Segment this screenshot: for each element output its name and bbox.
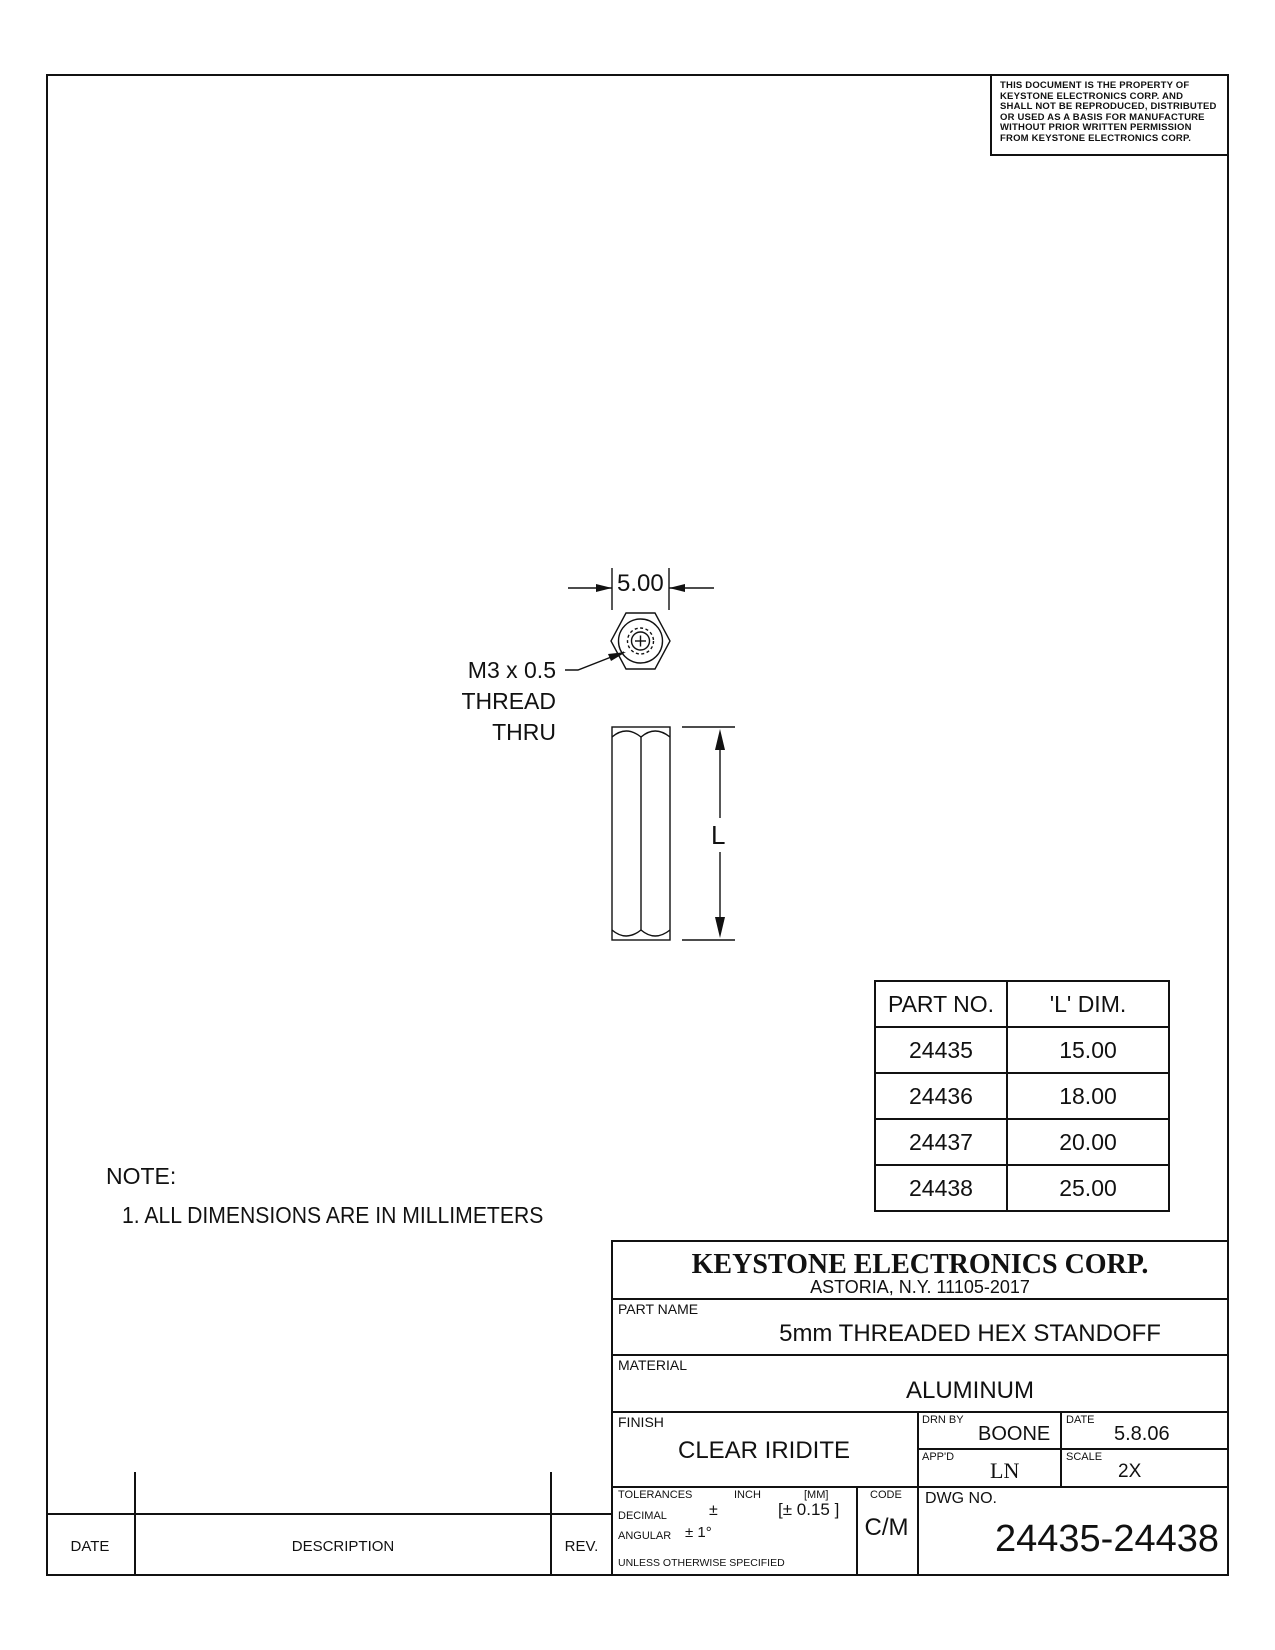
part-number-cell: 24437 — [875, 1119, 1007, 1165]
angular-label: ANGULAR — [618, 1530, 672, 1542]
decimal-mm-tolerance: [± 0.15 ] — [778, 1500, 840, 1519]
company-address: ASTORIA, N.Y. 11105-2017 — [810, 1277, 1030, 1297]
table-row — [875, 1073, 1169, 1119]
parts-table — [874, 980, 1170, 1212]
divider — [611, 1486, 1229, 1488]
notice-line: OR USED AS A BASIS FOR MANUFACTURE — [1000, 111, 1205, 123]
divider — [917, 1448, 1229, 1450]
drawn-by-value: BOONE — [978, 1423, 1051, 1445]
tolerances-label: TOLERANCES — [618, 1489, 693, 1501]
l-dim-cell: 25.00 — [1007, 1165, 1169, 1211]
part-name: 5mm THREADED HEX STANDOFF — [779, 1320, 1161, 1347]
arrowhead — [608, 652, 626, 661]
mm-label: [MM] — [804, 1489, 829, 1501]
note-title: NOTE: — [106, 1163, 177, 1189]
arrowhead — [715, 917, 725, 938]
l-dim-cell: 18.00 — [1007, 1073, 1169, 1119]
approved-label: APP'D — [922, 1451, 955, 1463]
table-header: PART NO. — [875, 981, 1007, 1027]
divider — [1060, 1411, 1062, 1486]
company-name: KEYSTONE ELECTRONICS CORP. — [691, 1249, 1149, 1280]
thread-callout-line: M3 x 0.5 — [467, 657, 556, 683]
width-dimension: 5.00 — [617, 570, 664, 597]
revision-date-label: DATE — [70, 1538, 110, 1555]
drawn-by-label: DRN BY — [922, 1414, 964, 1426]
title-block-top-border — [611, 1240, 1229, 1242]
table-row — [875, 1119, 1169, 1165]
material-label: MATERIAL — [618, 1357, 687, 1373]
part-number-cell: 24436 — [875, 1073, 1007, 1119]
notice-line: THIS DOCUMENT IS THE PROPERTY OF — [1000, 80, 1190, 91]
revision-block-border — [46, 1513, 612, 1515]
decimal-label: DECIMAL — [618, 1510, 667, 1522]
decimal-inch-tolerance: ± — [709, 1502, 718, 1519]
revision-description-label: DESCRIPTION — [291, 1538, 395, 1555]
table-header: 'L' DIM. — [1007, 981, 1169, 1027]
note-item: 1. ALL DIMENSIONS ARE IN MILLIMETERS — [122, 1202, 544, 1228]
finish-value: CLEAR IRIDITE — [677, 1437, 851, 1464]
l-dim-cell: 20.00 — [1007, 1119, 1169, 1165]
drawing-number: 24435-24438 — [995, 1518, 1219, 1560]
arrowhead — [669, 584, 685, 592]
l-dim-cell: 15.00 — [1007, 1027, 1169, 1073]
table-row — [875, 1165, 1169, 1211]
angular-tolerance: ± 1° — [685, 1524, 712, 1541]
part-number-cell: 24435 — [875, 1027, 1007, 1073]
revision-block-divider — [134, 1472, 136, 1576]
finish-label: FINISH — [618, 1414, 664, 1430]
material-value: ALUMINUM — [905, 1377, 1034, 1404]
thread-callout-line: THREAD — [461, 688, 556, 714]
date-label: DATE — [1066, 1414, 1095, 1426]
code-value: C/M — [864, 1514, 909, 1541]
scale-label: SCALE — [1066, 1451, 1103, 1463]
part-name-label: PART NAME — [618, 1301, 699, 1317]
divider — [611, 1354, 1229, 1356]
revision-block-divider — [550, 1472, 552, 1576]
notice-line: SHALL NOT BE REPRODUCED, DISTRIBUTED — [1000, 101, 1217, 112]
table-header-row — [875, 981, 1169, 1027]
thread-callout — [456, 655, 556, 748]
chamfer-top — [612, 731, 670, 737]
divider — [611, 1411, 1229, 1413]
notice-line: FROM KEYSTONE ELECTRONICS CORP. — [1000, 132, 1192, 144]
chamfer-bottom — [612, 930, 670, 936]
revision-rev-label: REV. — [564, 1538, 599, 1555]
scale-value: 2X — [1118, 1461, 1142, 1482]
arrowhead — [715, 729, 725, 750]
code-label: CODE — [870, 1489, 902, 1501]
part-number-cell: 24438 — [875, 1165, 1007, 1211]
arrowhead — [596, 584, 612, 592]
table-row — [875, 1027, 1169, 1073]
divider — [611, 1298, 1229, 1300]
notice-line: KEYSTONE ELECTRONICS CORP. AND — [1000, 90, 1184, 102]
drawing-number-label: DWG NO. — [925, 1490, 997, 1507]
length-label: L — [711, 820, 726, 850]
notice-line: WITHOUT PRIOR WRITTEN PERMISSION — [1000, 122, 1192, 133]
thread-callout-line: THRU — [492, 719, 556, 745]
date-value: 5.8.06 — [1114, 1423, 1170, 1445]
unless-specified-label: UNLESS OTHERWISE SPECIFIED — [618, 1557, 785, 1569]
inch-label: INCH — [734, 1489, 761, 1501]
approved-value: LN — [990, 1458, 1020, 1483]
